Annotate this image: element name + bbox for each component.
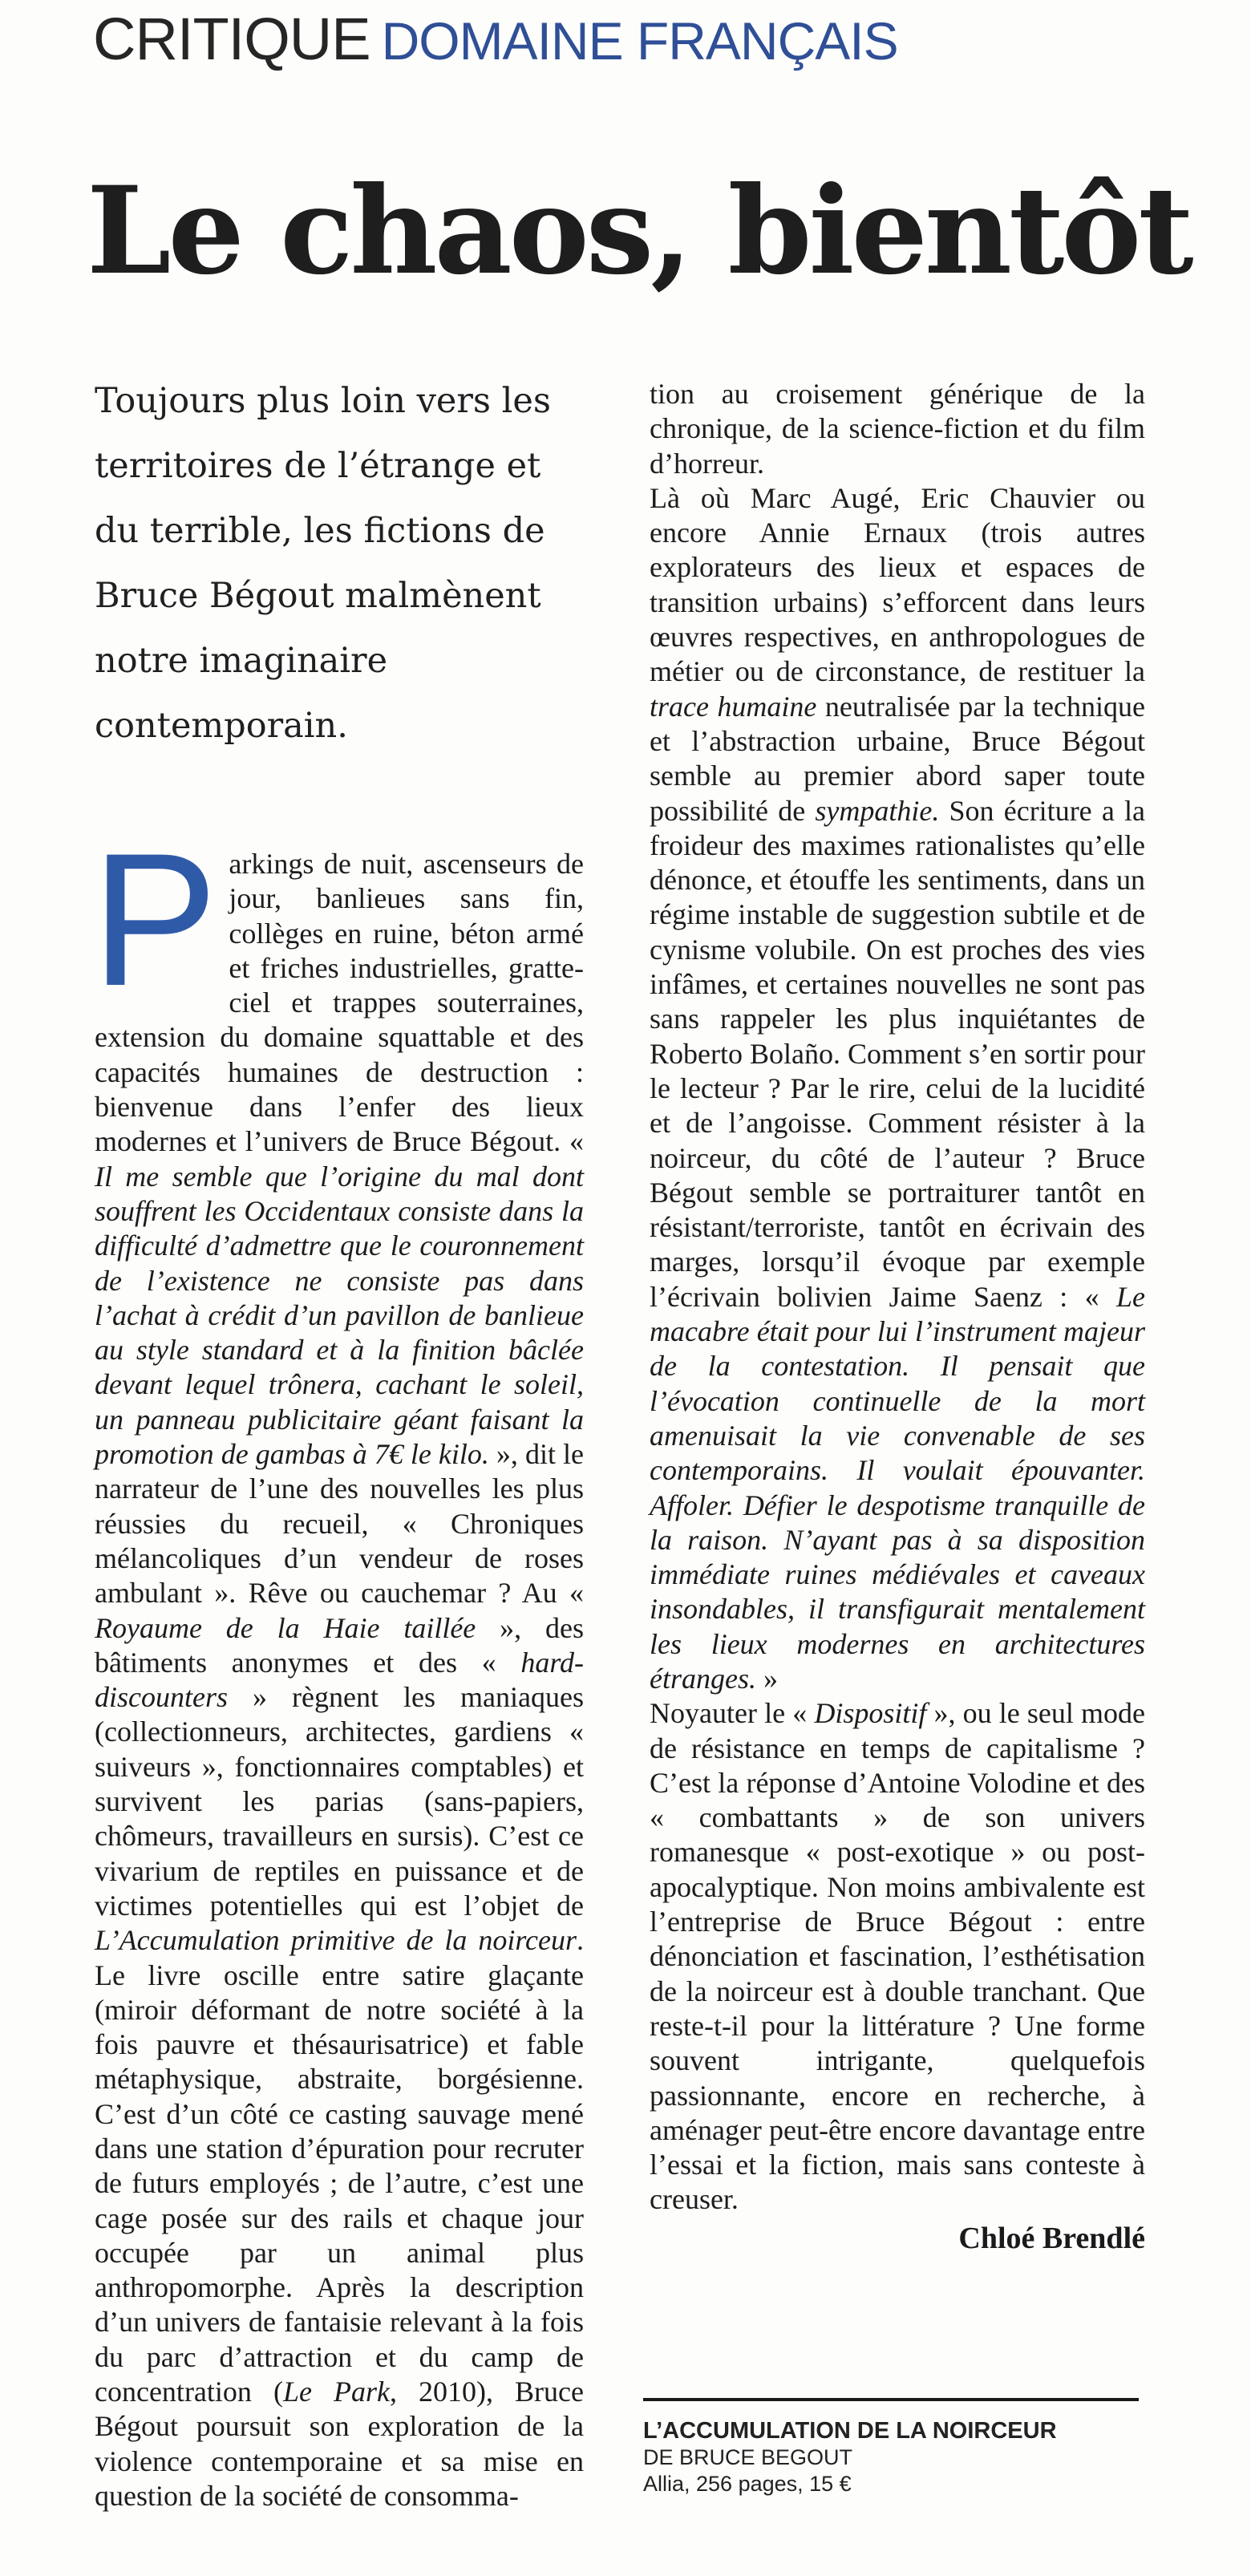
rubric-label: CRITIQUE: [93, 6, 370, 72]
article-standfirst: Toujours plus loin vers les territoires de l’étrange et du terrible, les fictions de Bruce Bégout malmènent notre imaginaire contemporain.: [95, 381, 551, 746]
quote-segment: Le macabre était pour lui l’instrument majeur de la contestation. Il pensait que l’évocation continuelle de la mort amenuisait la vie convenable de ses contemporains. Il voulait épouvanter. Affoler. Défier le despotisme tranquille de la raison. N’ayant pas à sa disposition immédiate ruines médiévales et caveaux insondables, il transfigurait mentalement les lieux modernes en architectures étranges.: [650, 1280, 1145, 1695]
book-reference-box: [643, 2398, 1139, 2497]
book-title-segment: Le Park: [282, 2376, 390, 2408]
author-signature: Chloé Brendlé: [958, 2221, 1145, 2255]
book-details: Allia, 256 pages, 15 €: [643, 2472, 852, 2496]
text-segment: », ou le seul mode de résistance en temps de capitalisme ? C’est la réponse d’Antoine Volodine et des « combattants » de son univers romanesque « post-exotique » ou post-apocalyptique. Non moins ambivalente est l’entreprise de Bruce Bégout : entre dénonciation et fascination, l’esthétisation de la noirceur est à double tranchant. Que reste-t-il pour la littérature ? Une forme souvent intrigante, quelquefois passionnante, encore en recherche, à aménager peut-être encore davantage entre l’essai et la fiction, mais sans conteste à creuser.: [650, 1697, 1145, 2216]
book-author: DE BRUCE BEGOUT: [643, 2445, 853, 2469]
quote-segment: Il me semble que l’origine du mal dont souffrent les Occidentaux consiste dans la difficulté d’admettre que le couronnement de l’existence ne consiste pas dans l’achat à crédit d’un pavillon de banlieue au style standard et à la finition bâclée devant lequel trônera, cachant le soleil, un panneau publicitaire géant faisant la promotion de gambas à 7€ le kilo.: [95, 1160, 584, 1471]
paragraph-comparison: [650, 481, 1145, 1696]
right-column: [650, 377, 1145, 2256]
text-segment: Noyauter le «: [650, 1697, 815, 1730]
lead-paragraph-wrap: [91, 814, 585, 2513]
section-label: DOMAINE FRANÇAIS: [381, 11, 898, 71]
book-title-segment: L’Accumulation primitive de la noirceur: [95, 1924, 577, 1957]
term-segment: hard-discounters: [95, 1646, 584, 1714]
text-segment: tion au croisement générique de la chronique, de la science-fiction et du film d’horreur.: [650, 378, 1145, 480]
text-segment: », dit le narrateur de l’une des nouvelles les plus réussies du recueil, « Chroniques mélancoliques d’un vendeur de roses ambulant ». Rêve ou cauchemar ? Au «: [95, 1438, 585, 1610]
emphasis-segment: sympathie.: [815, 794, 940, 827]
text-segment: neutralisée par la technique et l’abstraction urbaine, Bruce Bégout semble au premier abord saper toute possibilité de: [650, 690, 1145, 827]
text-segment: arkings de nuit, ascenseurs de jour, banlieues sans fin, collèges en ruine, béton armé et friches industrielles, gratte-ciel et trappes souterraines, extension du domaine squattable et des capacités humaines de destruction : bienvenue dans l’enfer des lieux modernes et l’univers de Bruce Bégout. «: [95, 848, 584, 1158]
paragraph-continuation: [650, 377, 1145, 481]
title-segment: Royaume de la Haie taillée: [95, 1611, 476, 1644]
section-header: [93, 5, 898, 73]
paragraph-conclusion: [650, 1696, 1145, 2217]
term-segment: Dispositif: [814, 1697, 927, 1730]
text-segment: Son écriture a la froideur des maximes rationalistes qu’elle dénonce, et étouffe les sentiments, dans un régime instable de suggestion subtile et de cynisme volubile. On est proches des vies infâmes, et certaines nouvelles ne sont pas sans rappeler les plus inquiétantes de Roberto Bolaño. Comment s’en sortir pour le lecteur ? Par le rire, celui de la lucidité et de l’angoisse. Comment résister à la noirceur, du côté de l’auteur ? Bruce Bégout semble se portraiturer tantôt en résistant/terroriste, tantôt en écrivain des marges, lorsqu’il évoque par exemple l’écrivain bolivien Jaime Saenz : «: [650, 794, 1145, 1313]
text-segment: , 2010), Bruce Bégout poursuit son exploration de la violence contemporaine et sa mise en question de la société de consomma-: [95, 2376, 584, 2512]
drop-cap: P: [91, 814, 218, 1026]
left-column: [91, 369, 585, 2513]
text-segment: »: [755, 1662, 778, 1695]
text-segment: » règnent les maniaques (collectionneurs, architectes, gardiens « suiveurs », fonctionnaires comptables) et survivent les parias (sans-papiers, chômeurs, travailleurs en sursis). C’est ce vivarium de reptiles en puissance et de victimes potentielles qui est l’objet de: [95, 1681, 584, 1922]
emphasis-segment: trace humaine: [650, 690, 817, 723]
text-segment: . Le livre oscille entre satire glaçante (miroir déformant de notre société à la fois pauvre et thésaurisatrice) et fable métaphysique, abstraite, borgésienne. C’est d’un côté ce casting sauvage mené dans une station d’épuration pour recruter de futurs employés ; de l’autre, c’est une cage posée sur des rails et chaque jour occupée par un animal plus anthropomorphe. Après la description d’un univers de fantaisie relevant à la fois du parc d’attraction et du camp de concentration (: [95, 1924, 584, 2408]
text-segment: Là où Marc Augé, Eric Chauvier ou encore Annie Ernaux (trois autres explorateurs des lieux et espaces de transition urbains) s’efforcent dans leurs œuvres respectives, en anthropologues de métier ou de circonstance, de restituer la: [650, 481, 1145, 688]
article-headline: Le chaos, bientôt: [87, 160, 1191, 302]
book-title: L’ACCUMULATION DE LA NOIRCEUR: [643, 2418, 1057, 2444]
text-segment: », des bâtiments anonymes et des «: [95, 1611, 584, 1679]
lead-paragraph: [95, 847, 584, 2513]
